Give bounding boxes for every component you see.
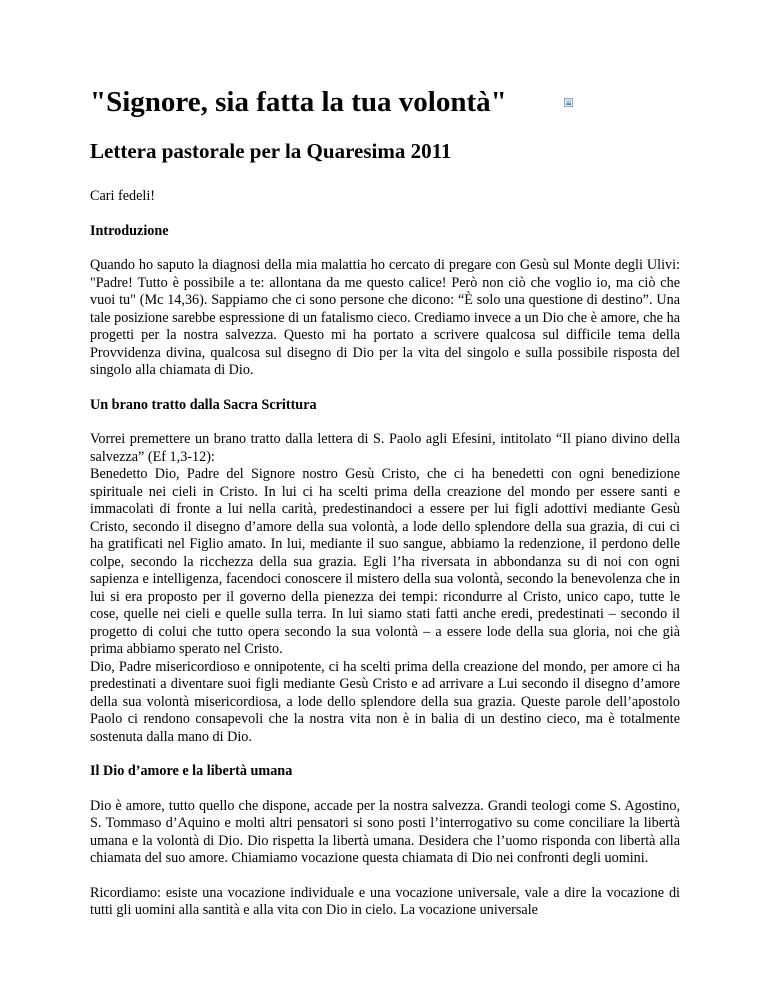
document-body [90,188,680,920]
scripture-quote: Benedetto Dio, Padre del Signore nostro Gesù Cristo, che ci ha benedetti con ogni benedizione spirituale nei cieli in Cristo. In lui ci ha scelti prima della creazione del mondo per essere santi e immacolati di fronte a lui nella carità, predestinandoci a essere per lui figli adottivi mediante Gesù Cristo, secondo il disegno d’amore della sua volontà, a lode dello splendore della sua grazia, di cui ci ha gratificati nel Figlio amato. In lui, mediante il suo sangue, abbiamo la redenzione, il perdono delle colpe, secondo la ricchezza della sua grazia. Egli l’ha riversata in abbondanza su di noi con ogni sapienza e intelligenza, facendoci conoscere il mistero della sua volontà, secondo la benevolenza che in lui si era proposto per il governo della pienezza dei tempi: ricondurre al Cristo, unico capo, tutte le cose, quelle nei cieli e quelle sulla terra. In lui siamo stati fatti anche eredi, predestinati – secondo il progetto di colui che tutto opera secondo la sua volontà – a essere lode della sua gloria, noi che già prima abbiamo sperato nel Cristo. [90,466,680,657]
section-heading: Un brano tratto dalla Sacra Scrittura [90,396,317,413]
greeting: Cari fedeli! [90,188,155,204]
paragraph: Ricordiamo: esiste una vocazione individuale e una vocazione universale, vale a dire la vocazione di tutti gli uomini alla santità e alla vita con Dio in cielo. La vocazione universale [90,884,680,918]
section-heading: Introduzione [90,222,169,239]
paragraph: Dio è amore, tutto quello che dispone, accade per la nostra salvezza. Grandi teologi come S. Agostino, S. Tommaso d’Aquino e molti altri pensatori si sono posti l’interrogativo su come conciliare la libertà umana e la volontà di Dio. Dio rispetta la libertà umana. Desidera che l’uomo risponda con libertà alla chiamata del suo amore. Chiamiamo vocazione questa chiamata di Dio nei confronti degli uomini. [90,797,680,866]
title-row [90,84,690,124]
image-placeholder-icon[interactable] [564,98,573,107]
paragraph: Quando ho saputo la diagnosi della mia malattia ho cercato di pregare con Gesù sul Monte degli Ulivi: "Padre! Tutto è possibile a te: allontana da me questo calice! Però non ciò che voglio io, ma ciò che vuoi tu" (Mc 14,36). Sappiamo che ci sono persone che dicono: “È solo una questione di destino”. Una tale posizione sarebbe espressione di un fatalismo cieco. Crediamo invece a un Dio che è amore, che ha progetti per la nostra salvezza. Questo mi ha portato a scrivere qualcosa sul difficile tema della Provvidenza divina, qualcosa sul disegno di Dio per la vita del singolo e sulla possibile risposta del singolo alla chiamata di Dio. [90,257,680,378]
page-title: "Signore, sia fatta la tua volontà" [90,86,507,118]
paragraph: Vorrei premettere un brano tratto dalla lettera di S. Paolo agli Efesini, intitolato “Il piano divino della salvezza” (Ef 1,3-12): [90,431,680,465]
page-subtitle: Lettera pastorale per la Quaresima 2011 [90,139,452,163]
paragraph: Dio, Padre misericordioso e onnipotente, ci ha scelti prima della creazione del mondo, per amore ci ha predestinati a diventare suoi figli mediante Gesù Cristo e ad arrivare a Lui secondo il disegno d’amore della sua volontà misericordiosa, a lode dello splendore della sua grazia. Queste parole dell’apostolo Paolo ci rendono consapevoli che la nostra vita non è in balia di un destino cieco, ma è totalmente sostenuta dalla mano di Dio. [90,658,680,745]
section-heading: Il Dio d’amore e la libertà umana [90,763,293,779]
